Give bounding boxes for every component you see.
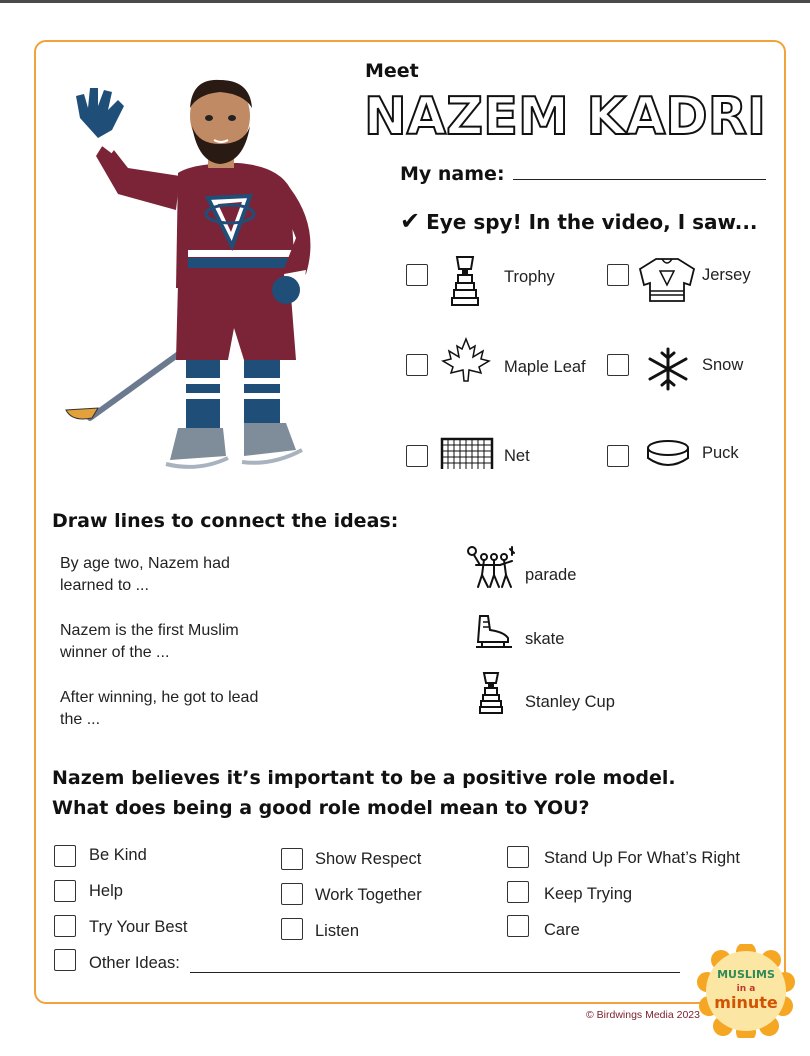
role-model-heading-line2: What does being a good role model mean to YOU? [52,797,590,819]
my-name-line[interactable] [513,179,766,180]
checkbox-care[interactable] [507,915,529,937]
option-keep-trying: Keep Trying [544,885,633,903]
checkbox-net[interactable] [406,445,428,467]
logo-line3: minute [714,993,778,1012]
checkbox-other-ideas[interactable] [54,949,76,971]
option-be-kind: Be Kind [89,846,147,864]
puck-icon [646,438,690,470]
checkbox-be-kind[interactable] [54,845,76,867]
option-help: Help [89,882,123,900]
item-label-snow: Snow [702,356,744,374]
option-work-together: Work Together [315,886,422,904]
connect-heading: Draw lines to connect the ideas: [52,510,399,532]
checkbox-jersey[interactable] [607,264,629,286]
checkbox-help[interactable] [54,880,76,902]
item-label-net: Net [504,447,530,465]
checkbox-trophy[interactable] [406,264,428,286]
eye-spy-heading [400,207,758,235]
connect-prompt-2: Nazem is the first Muslim winner of the ... [60,622,239,661]
logo-line1: MUSLIMS [717,968,775,981]
trophy-icon [447,255,483,307]
item-label-jersey: Jersey [702,266,751,284]
my-name-label: My name: [400,163,505,185]
snowflake-icon [646,347,690,391]
checkbox-stand-up[interactable] [507,846,529,868]
jersey-icon [638,257,696,303]
hockey-player-illustration [58,78,348,478]
checkbox-show-respect[interactable] [281,848,303,870]
checkbox-snow[interactable] [607,354,629,376]
meet-label: Meet [365,60,419,82]
player-name-text: NAZEM KADRI [364,87,766,139]
skate-icon [474,614,514,650]
checkbox-work-together[interactable] [281,883,303,905]
muslims-in-a-minute-logo [697,944,795,1038]
checkbox-keep-trying[interactable] [507,881,529,903]
option-show-respect: Show Respect [315,850,422,868]
checkbox-try-your-best[interactable] [54,915,76,937]
item-label-puck: Puck [702,444,739,462]
maple-leaf-icon [441,337,491,387]
parade-icon [466,543,516,591]
connect-prompt-3: After winning, he got to lead the ... [60,689,259,728]
option-try-your-best: Try Your Best [89,918,188,936]
stanley-cup-icon [478,671,504,715]
logo-line2: in a [736,984,756,994]
player-name-title [362,87,772,139]
option-care: Care [544,921,580,939]
checkbox-puck[interactable] [607,445,629,467]
item-label-trophy: Trophy [504,268,555,286]
worksheet-page [0,3,810,1056]
checkbox-maple-leaf[interactable] [406,354,428,376]
eye-spy-heading-text: Eye spy! In the video, I saw... [426,210,758,234]
net-icon [440,435,494,471]
checkbox-listen[interactable] [281,918,303,940]
answer-skate: skate [525,630,565,648]
role-model-heading-line1: Nazem believes it’s important to be a positive role model. [52,767,676,789]
connect-prompt-1: By age two, Nazem had learned to ... [60,555,230,594]
other-ideas-line[interactable] [190,972,680,973]
option-stand-up: Stand Up For What’s Right [544,849,740,867]
answer-stanley-cup: Stanley Cup [525,693,615,711]
item-label-maple-leaf: Maple Leaf [504,358,586,376]
option-listen: Listen [315,922,360,940]
check-icon: ✔ [400,207,421,235]
copyright-text: © Birdwings Media 2023 [586,1009,700,1021]
other-ideas-label: Other Ideas: [89,954,180,972]
answer-parade: parade [525,566,577,584]
